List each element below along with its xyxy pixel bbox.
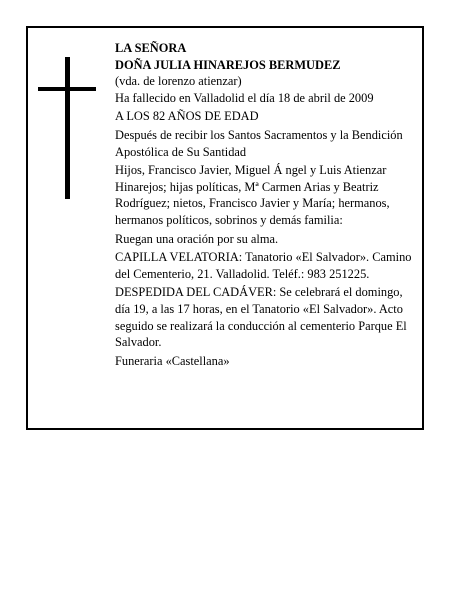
notice-title: LA SEÑORA (115, 41, 187, 55)
deceased-name: DOÑA JULIA HINAREJOS BERMUDEZ (115, 57, 341, 72)
cross-icon (38, 57, 96, 199)
age-statement: A LOS 82 AÑOS DE EDAD (115, 109, 259, 124)
widow-of: (vda. de lorenzo atienzar) (115, 74, 242, 89)
obituary-notice (26, 26, 424, 430)
sacraments-statement: Después de recibir los Santos Sacramentos y la Bendición Apostólica de Su Santidad (115, 127, 403, 159)
prayer-request: Ruegan una oración por su alma. (115, 231, 279, 246)
family-list: Hijos, Francisco Javier, Miguel Á ngel y Luis Atienzar Hinarejos; hijas políticas, Mª Carmen Arias y Beatriz Rodríguez; nietos, Francisco Javier y María; hermanos, hermanos políticos, sobrinos y demás familia: (115, 163, 390, 227)
funeral-home: Funeraria «Castellana» (115, 353, 230, 368)
notice-text (115, 40, 417, 371)
death-statement: Ha fallecido en Valladolid el día 18 de abril de 2009 (115, 90, 374, 105)
farewell-info: DESPEDIDA DEL CADÁVER: Se celebrará el domingo, día 19, a las 17 horas, en el Tanatorio «El Salvador». Acto seguido se realizará la conducción al cementerio Parque El Salvador. (115, 285, 407, 350)
chapel-info: CAPILLA VELATORIA: Tanatorio «El Salvador». Camino del Cementerio, 21. Valladolid. Teléf.: 983 251225. (115, 250, 412, 281)
